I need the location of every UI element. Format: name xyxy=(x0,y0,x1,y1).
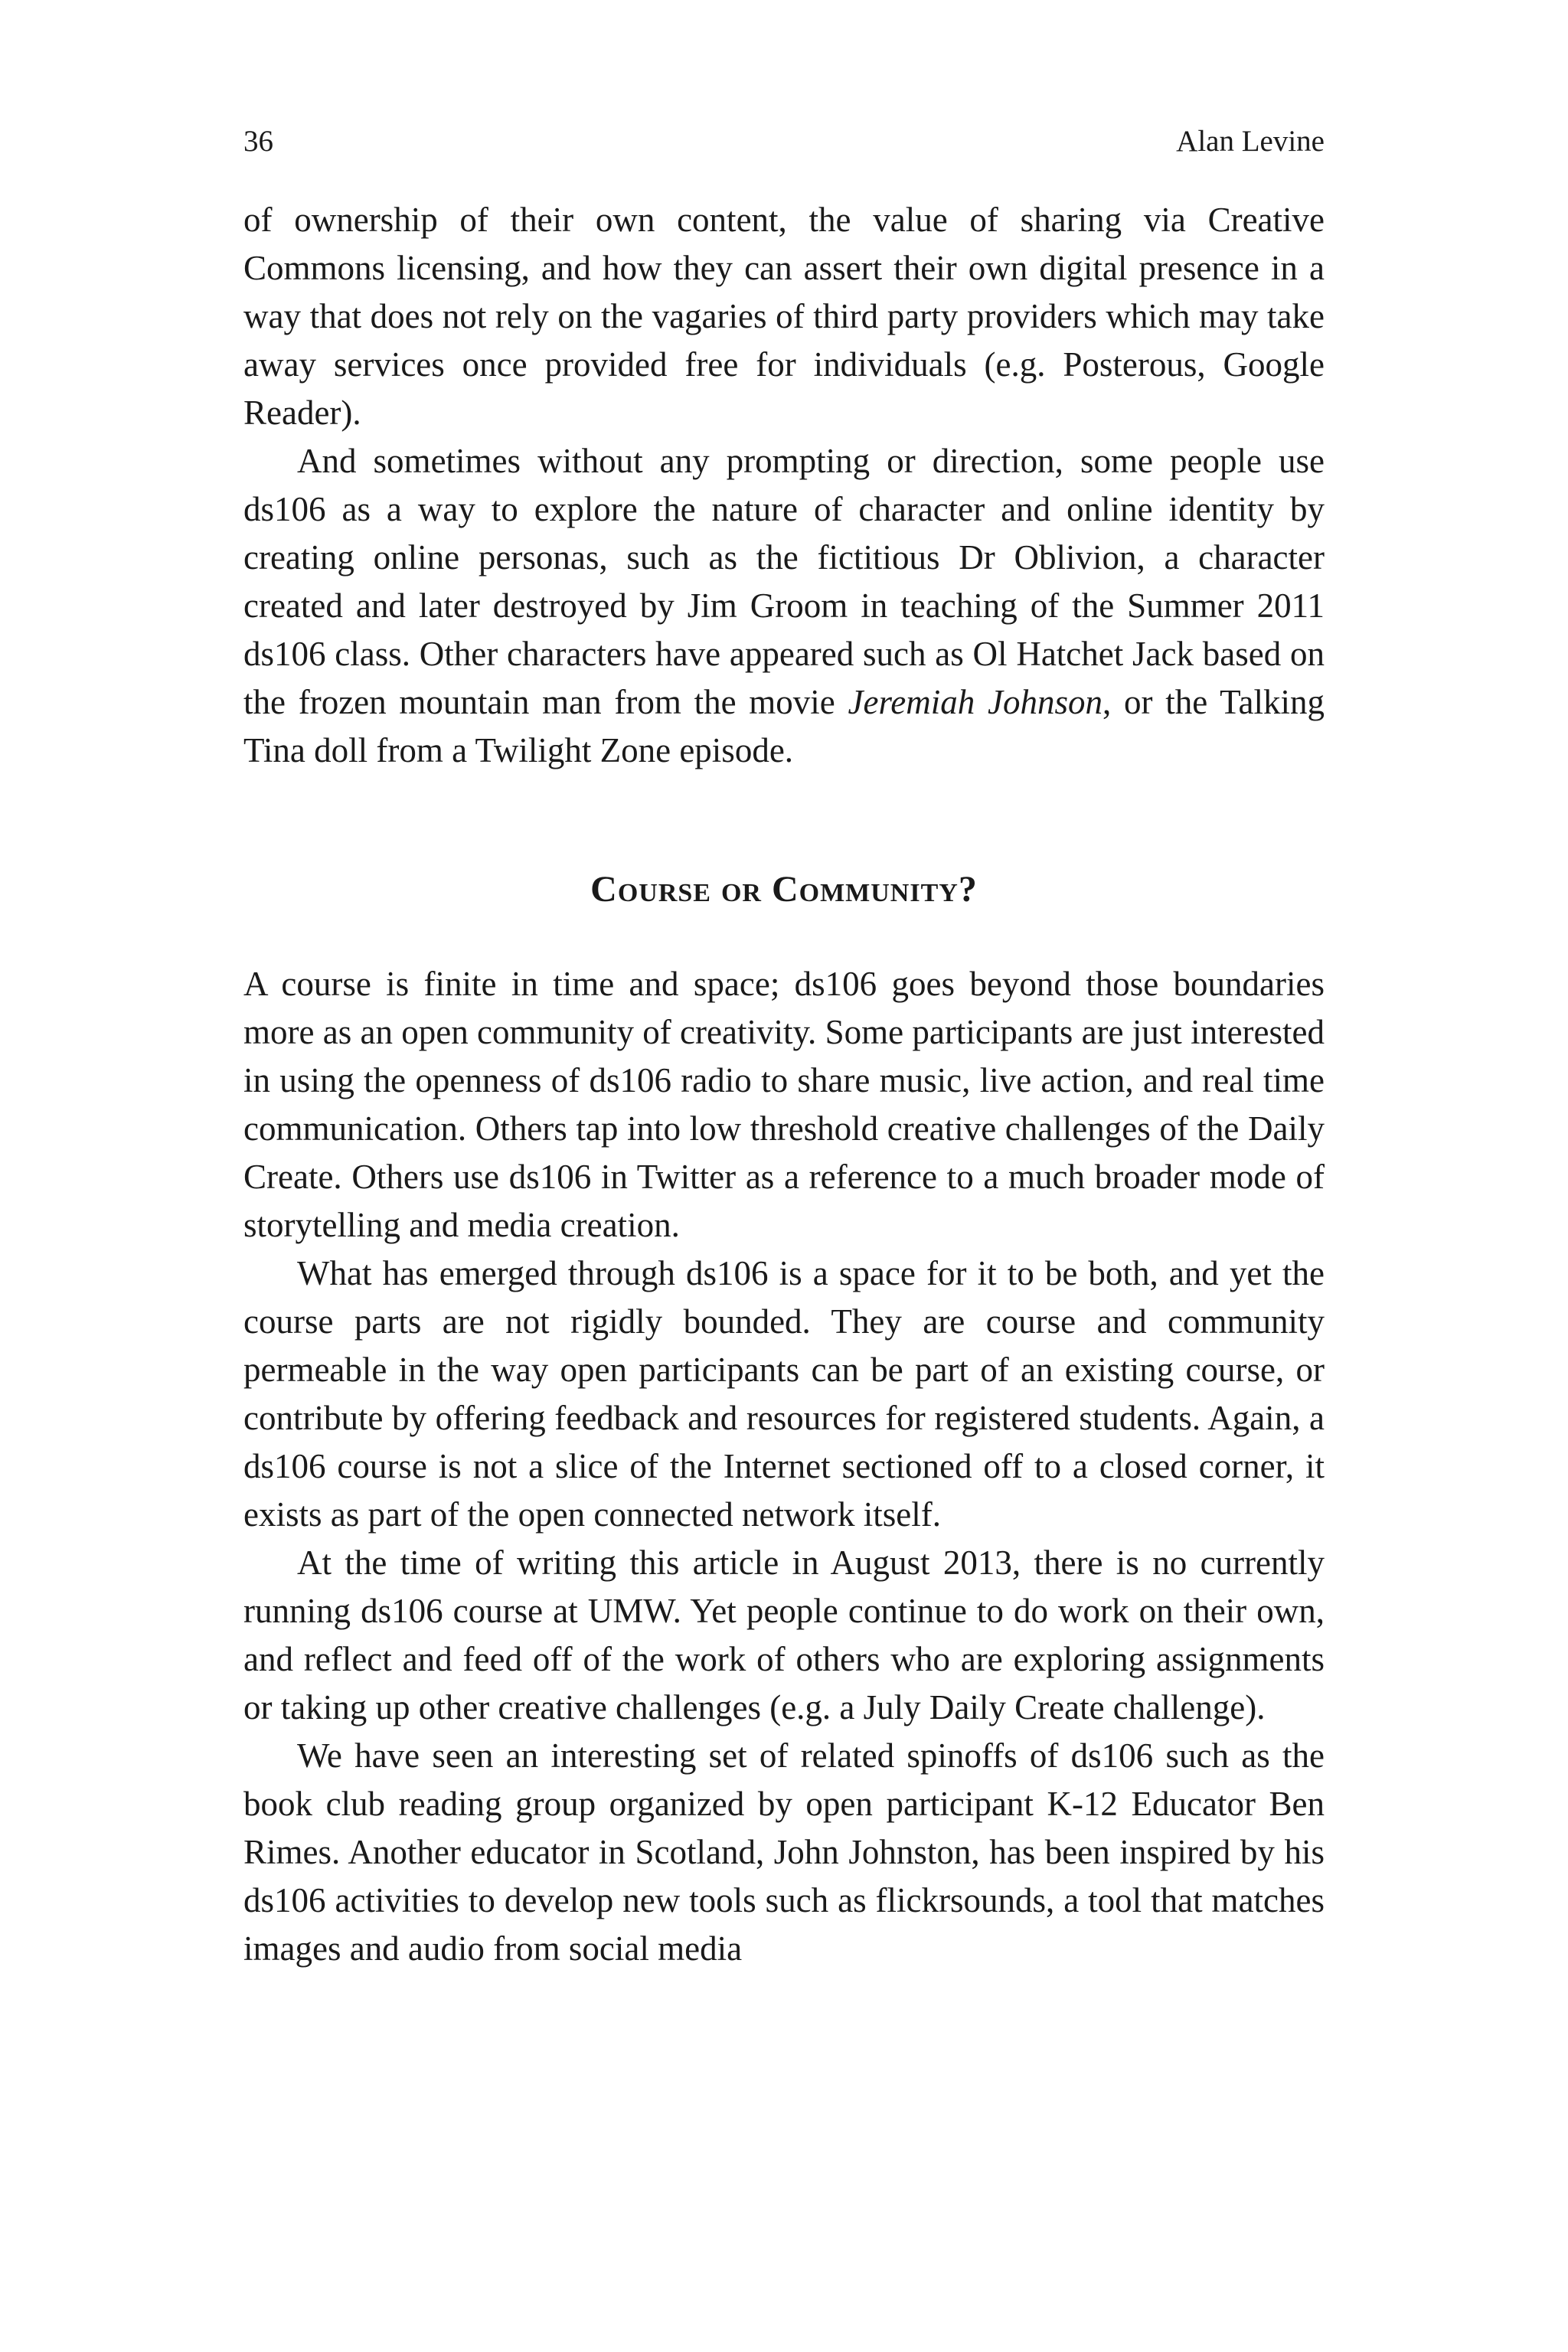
movie-title-italic: Jeremiah Johnson xyxy=(848,683,1103,721)
running-head-author: Alan Levine xyxy=(1176,125,1325,158)
section-heading: Course or Community? xyxy=(590,869,978,910)
paragraph-personas xyxy=(243,437,1325,775)
paragraph-emerged: What has emerged through ds106 is a space for it to be both, and yet the course parts are not rigidly bounded. They are course and community permeable in the way open participants can be part of an existing course, or contribute by offering feedback and resources for registered students. Again, a ds106 course is not a slice of the Internet sectioned off to a closed corner, it exists as part of the open connected network itself. xyxy=(243,1254,1325,1534)
paragraph-spinoffs: We have seen an interesting set of related spinoffs of ds106 such as the book club reading group organized by open participant K-12 Educator Ben Rimes. Another educator in Scotland, John Johnston, has been inspired by his ds106 activities to develop new tools such as flickrsounds, a tool that matches images and audio from social media xyxy=(243,1736,1325,1968)
running-head xyxy=(243,122,1325,161)
page-number: 36 xyxy=(243,125,273,158)
paragraph-course-finite: A course is finite in time and space; ds106 goes beyond those boundaries more as an open community of creativity. Some participants are just interested in using the openness of ds106 radio to share music, live action, and real time communication. Others tap into low threshold creative challenges of the Daily Create. Others use ds106 in Twitter as a reference to a much broader mode of storytelling and media creation. xyxy=(243,965,1325,1244)
paragraph-personas-text-start: And sometimes without any prompting or direction, some people use ds106 as a way to explore the nature of character and online identity by creating online personas, such as the fictitious Dr Oblivion, a character created and later destroyed by Jim Groom in teaching of the Summer 2011 ds106 class. Other characters have appeared such as Ol Hatchet Jack based on the frozen mountain man from the movie xyxy=(243,442,1325,721)
paragraph-ownership: of ownership of their own content, the value of sharing via Creative Commons licensing, and how they can assert their own digital presence in a way that does not rely on the vagaries of third party providers which may take away services once provided free for individuals (e.g. Posterous, Google Reader). xyxy=(243,201,1325,432)
paragraph-time-of-writing: At the time of writing this article in August 2013, there is no currently running ds106 course at UMW. Yet people continue to do work on their own, and reflect and feed off of the work of others who are exploring assignments or taking up other creative challenges (e.g. a July Daily Create challenge). xyxy=(243,1544,1325,1726)
paragraph-personas-text-end: , or the Talking Tina doll from a Twilight Zone episode. xyxy=(243,683,1325,769)
book-page xyxy=(243,122,1325,1973)
